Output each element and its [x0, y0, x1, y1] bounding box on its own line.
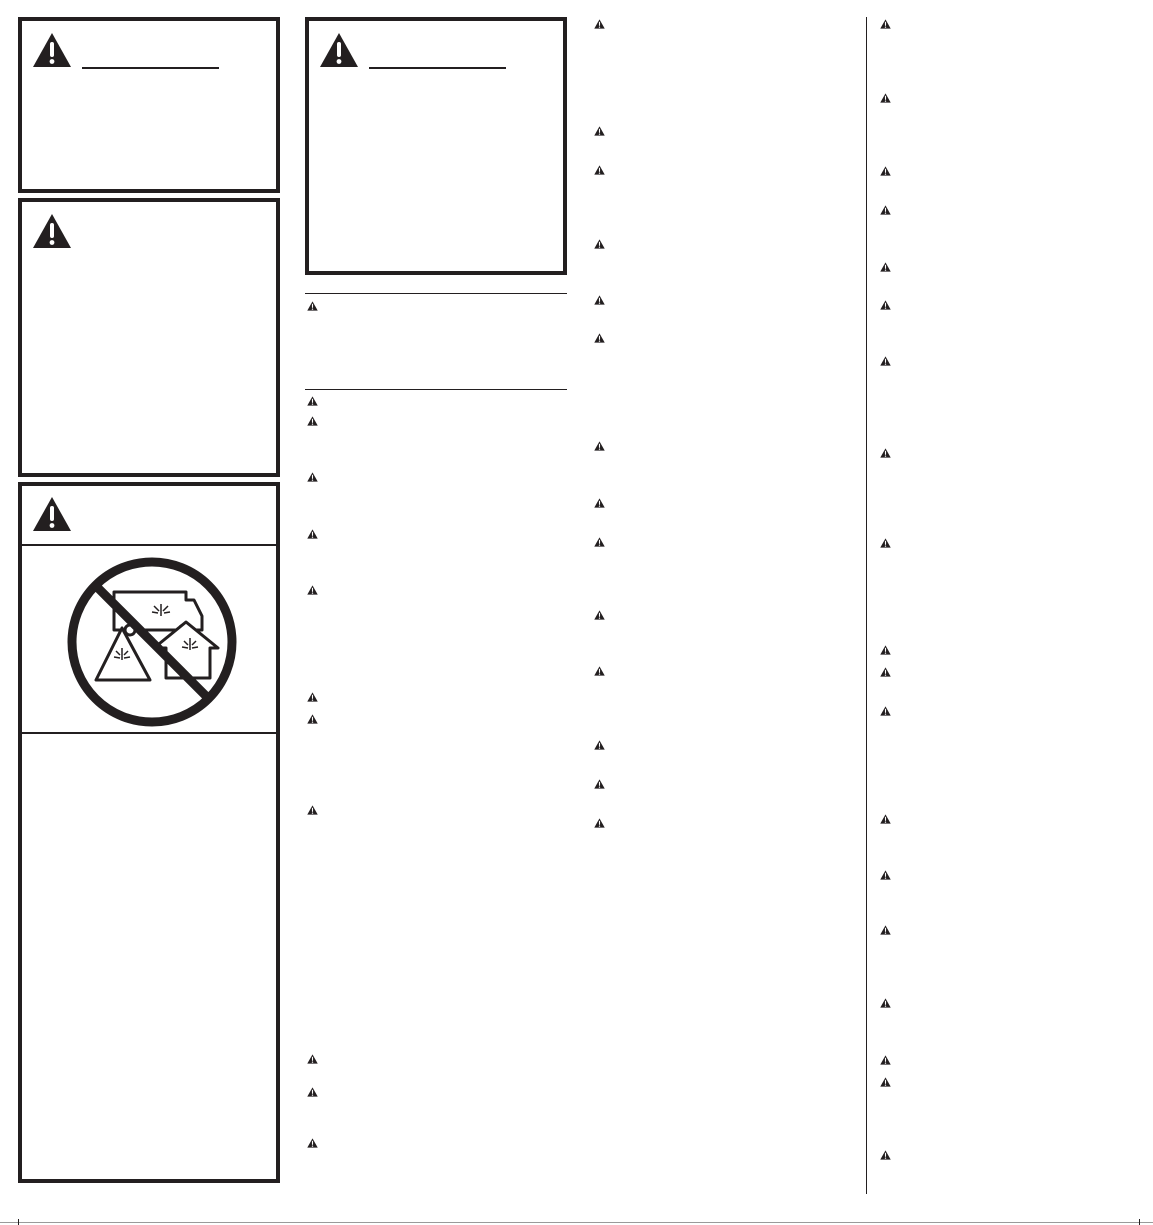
warning-triangle-icon	[880, 1150, 891, 1160]
warning-triangle-icon	[307, 529, 318, 539]
warning-triangle-icon	[594, 239, 605, 249]
warning-triangle-icon	[307, 692, 318, 702]
warning-box-2	[18, 198, 280, 477]
warning-triangle-icon	[307, 1138, 318, 1148]
warning-triangle-icon	[32, 496, 72, 532]
page-bottom-rule	[0, 1222, 1153, 1223]
warning-triangle-icon	[880, 870, 891, 880]
warning-triangle-icon	[880, 814, 891, 824]
warning-triangle-icon	[880, 538, 891, 548]
warning-triangle-icon	[880, 300, 891, 310]
warning-triangle-icon	[319, 32, 359, 68]
warning-box-1	[18, 17, 280, 193]
warning-triangle-icon	[880, 1077, 891, 1087]
crop-mark	[1139, 1219, 1140, 1225]
box-divider	[22, 544, 276, 546]
warning-triangle-icon	[880, 205, 891, 215]
heading-underline	[82, 67, 219, 69]
warning-triangle-icon	[307, 472, 318, 482]
warning-triangle-icon	[594, 610, 605, 620]
warning-triangle-icon	[880, 667, 891, 677]
warning-triangle-icon	[594, 498, 605, 508]
warning-triangle-icon	[594, 818, 605, 828]
warning-triangle-icon	[880, 19, 891, 29]
warning-triangle-icon	[880, 706, 891, 716]
section-rule	[305, 389, 567, 390]
warning-box-4	[305, 17, 567, 275]
warning-triangle-icon	[594, 666, 605, 676]
warning-triangle-icon	[594, 295, 605, 305]
warning-triangle-icon	[880, 356, 891, 366]
warning-triangle-icon	[307, 805, 318, 815]
warning-triangle-icon	[307, 301, 318, 311]
warning-triangle-icon	[594, 779, 605, 789]
warning-triangle-icon	[880, 262, 891, 272]
warning-triangle-icon	[594, 333, 605, 343]
warning-triangle-icon	[880, 925, 891, 935]
warning-triangle-icon	[594, 19, 605, 29]
warning-triangle-icon	[594, 740, 605, 750]
warning-triangle-icon	[880, 645, 891, 655]
no-camping-prohibition-icon	[66, 556, 238, 728]
warning-triangle-icon	[880, 166, 891, 176]
warning-triangle-icon	[594, 126, 605, 136]
column-divider	[866, 17, 867, 1194]
warning-triangle-icon	[307, 396, 318, 406]
heading-underline	[369, 67, 506, 69]
warning-triangle-icon	[880, 1055, 891, 1065]
warning-triangle-icon	[307, 416, 318, 426]
warning-triangle-icon	[880, 448, 891, 458]
crop-mark	[18, 1219, 19, 1225]
box-divider	[22, 732, 276, 734]
warning-triangle-icon	[32, 213, 72, 249]
warning-triangle-icon	[307, 1087, 318, 1097]
warning-triangle-icon	[880, 998, 891, 1008]
warning-triangle-icon	[307, 714, 318, 724]
warning-triangle-icon	[594, 441, 605, 451]
section-rule	[305, 293, 567, 294]
warning-triangle-icon	[594, 537, 605, 547]
warning-triangle-icon	[307, 1054, 318, 1064]
warning-triangle-icon	[880, 93, 891, 103]
warning-triangle-icon	[594, 165, 605, 175]
warning-box-3	[18, 482, 280, 1183]
warning-triangle-icon	[307, 585, 318, 595]
warning-triangle-icon	[32, 32, 72, 68]
